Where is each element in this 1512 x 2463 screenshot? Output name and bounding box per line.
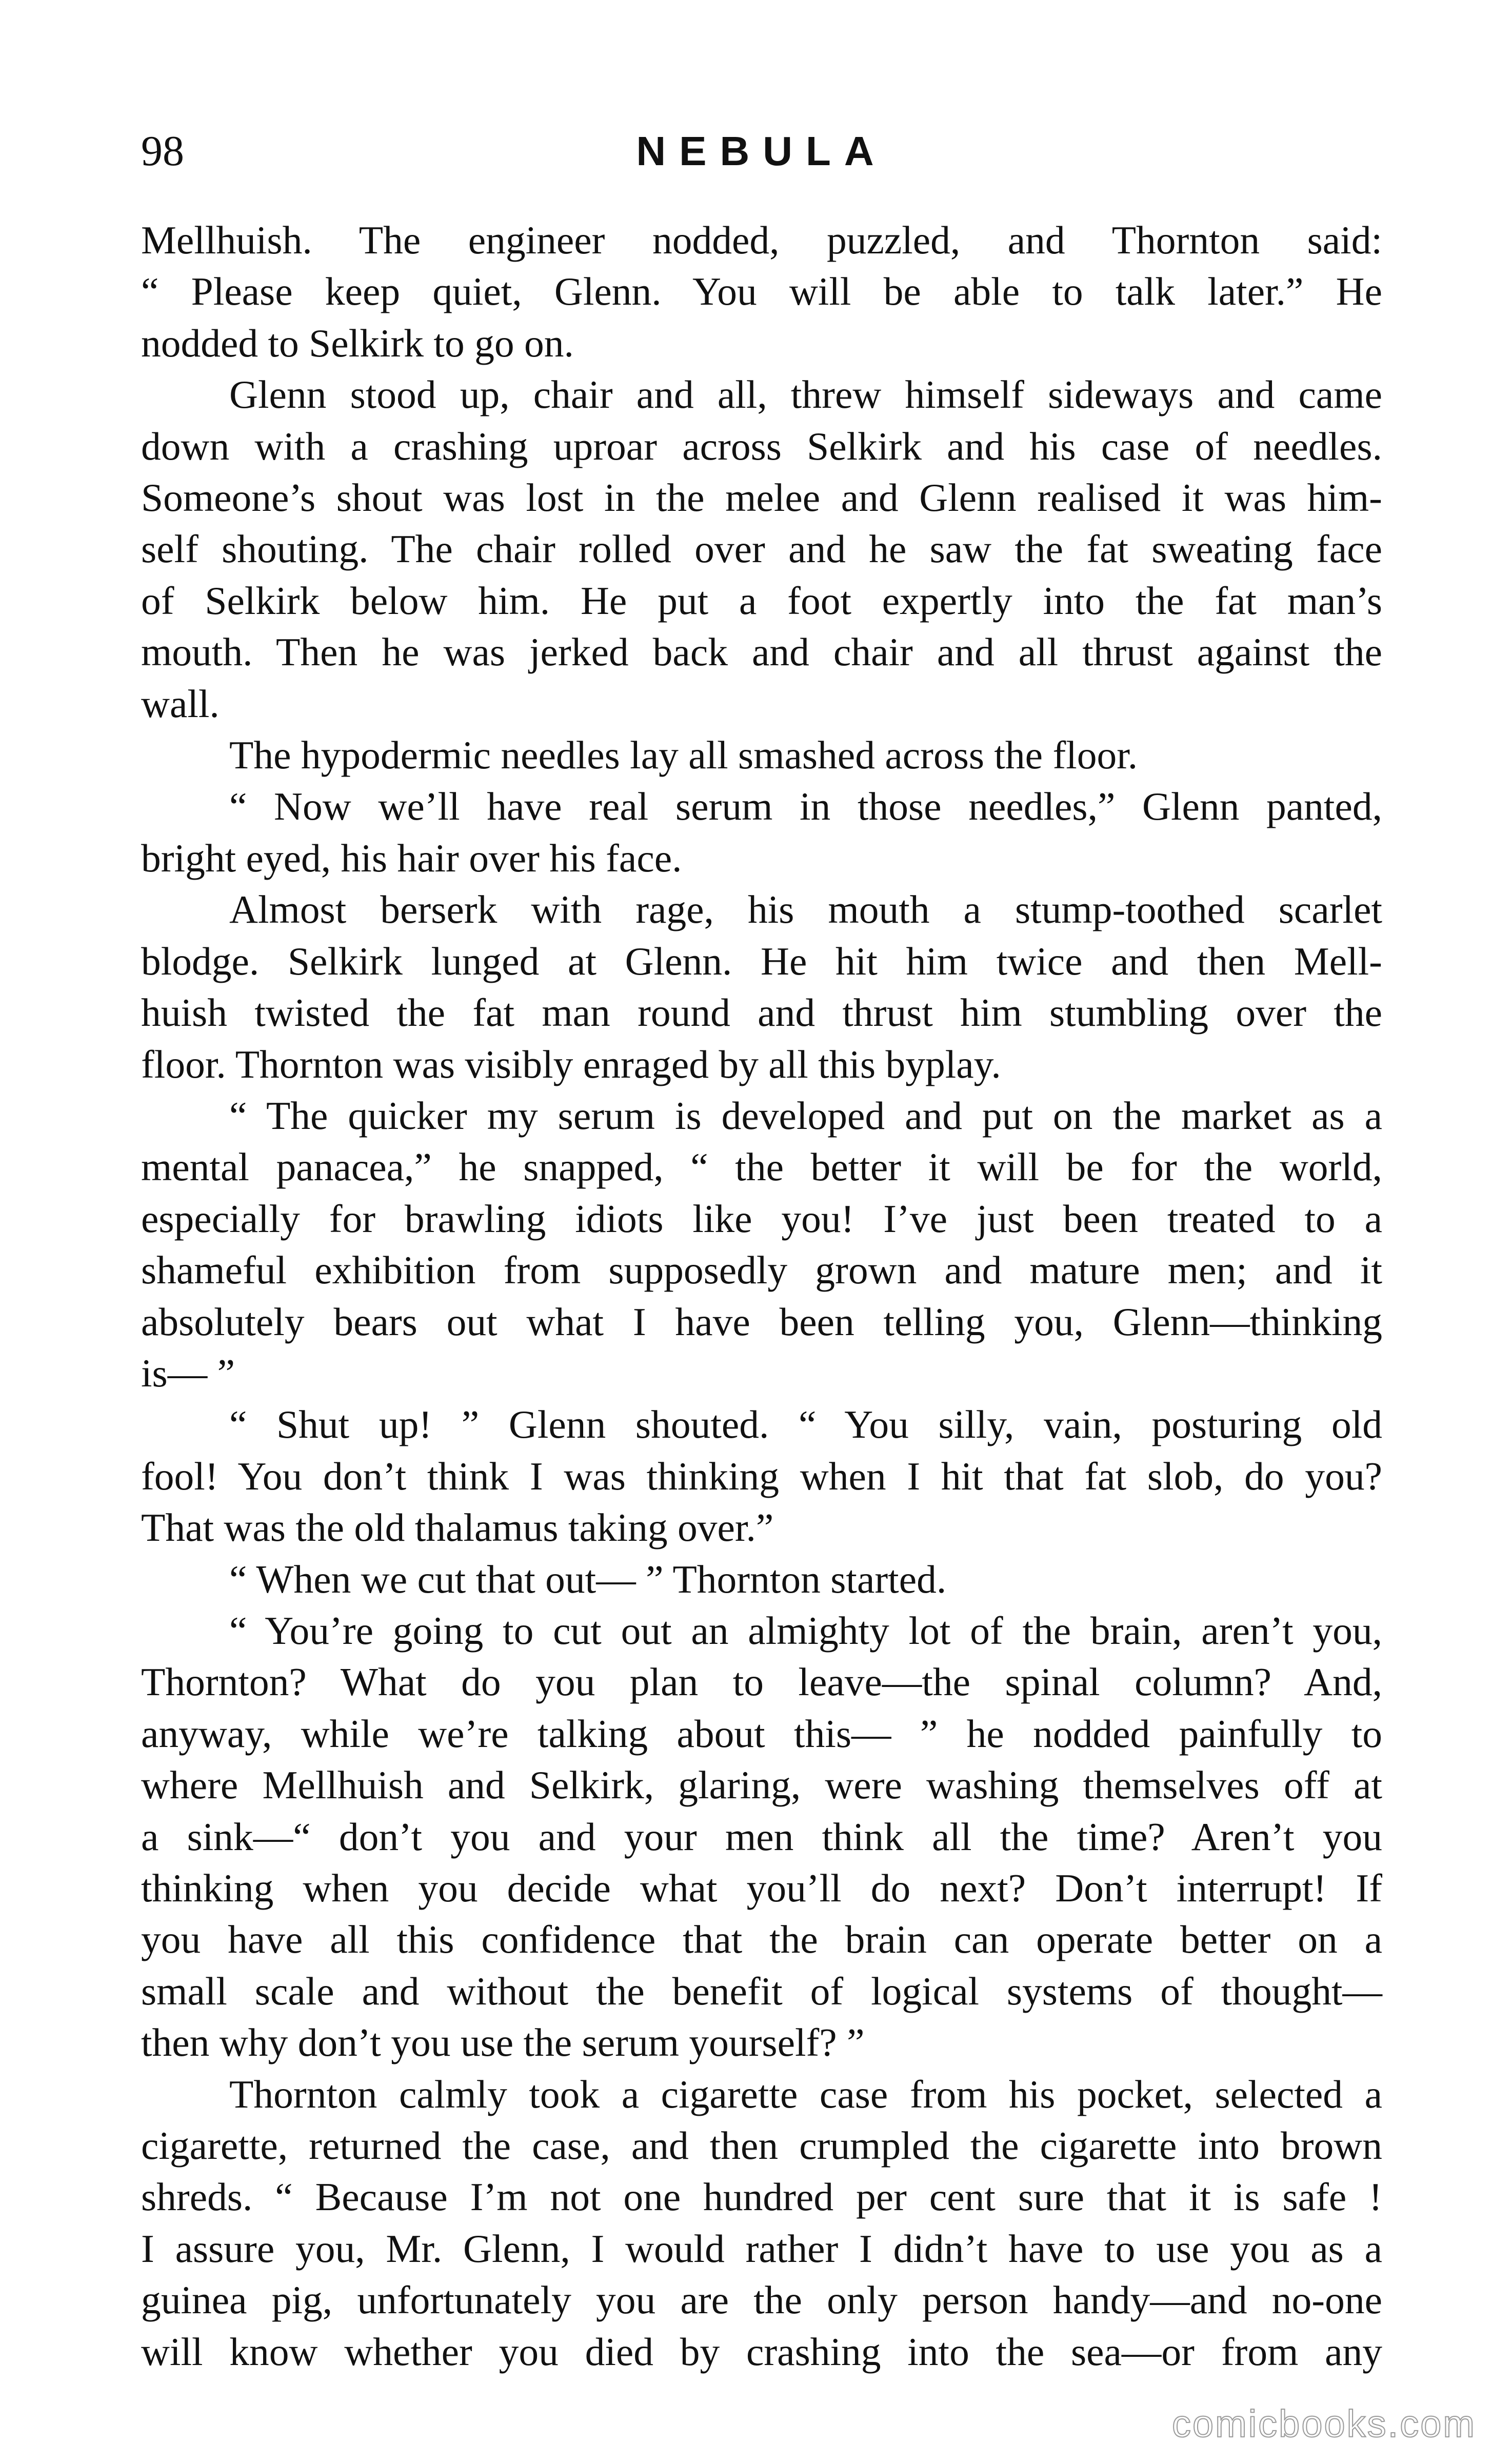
text-line: anyway, while we’re talking about this— ” he nodded painfully to <box>141 1711 1382 1756</box>
text-line: where Mellhuish and Selkirk, glaring, were washing themselves off at <box>141 1763 1382 1807</box>
paragraph <box>141 1090 1382 1399</box>
text-line: “ You’re going to cut out an almighty lot of the brain, aren’t you, <box>229 1608 1382 1653</box>
paragraph <box>141 1605 1382 2069</box>
text-line: you have all this confidence that the brain can operate better on a <box>141 1917 1382 1962</box>
paragraph <box>141 1554 1382 1605</box>
text-line: Someone’s shout was lost in the melee and Glenn realised it was him- <box>141 475 1382 520</box>
text-line: small scale and without the benefit of logical systems of thought— <box>141 1969 1382 2013</box>
text-line: of Selkirk below him. He put a foot expertly into the fat man’s <box>141 578 1382 623</box>
text-line: That was the old thalamus taking over.” <box>141 1505 774 1550</box>
text-line: self shouting. The chair rolled over and he saw the fat sweating face <box>141 527 1382 571</box>
body-text <box>141 214 1382 2377</box>
text-line: bright eyed, his hair over his face. <box>141 836 682 880</box>
text-line: down with a crashing uproar across Selkirk and his case of needles. <box>141 424 1382 468</box>
text-line: shreds. “ Because I’m not one hundred per cent sure that it is safe ! <box>141 2175 1382 2219</box>
text-line: a sink—“ don’t you and your men think all the time? Aren’t you <box>141 1814 1382 1859</box>
text-line: absolutely bears out what I have been telling you, Glenn—thinking <box>141 1299 1382 1344</box>
paragraph <box>141 214 1382 369</box>
paragraph <box>141 729 1382 781</box>
text-line: cigarette, returned the case, and then crumpled the cigarette into brown <box>141 2123 1382 2168</box>
text-line: nodded to Selkirk to go on. <box>141 321 574 365</box>
paragraph <box>141 1399 1382 1553</box>
text-line: Thornton? What do you plan to leave—the spinal column? And, <box>141 1660 1382 1704</box>
text-line: especially for brawling idiots like you! I’ve just been treated to a <box>141 1196 1382 1241</box>
text-line: fool! You don’t think I was thinking when I hit that fat slob, do you? <box>141 1454 1382 1498</box>
text-line: floor. Thornton was visibly enraged by all this byplay. <box>141 1042 1001 1086</box>
text-line: mental panacea,” he snapped, “ the better it will be for the world, <box>141 1145 1382 1189</box>
text-line: mouth. Then he was jerked back and chair and all thrust against the <box>141 630 1382 674</box>
page-header <box>141 123 1382 190</box>
text-line: blodge. Selkirk lunged at Glenn. He hit him twice and then Mell- <box>141 939 1382 983</box>
text-line: is— ” <box>141 1350 235 1395</box>
paragraph <box>141 369 1382 729</box>
page-number: 98 <box>141 127 184 175</box>
text-line: Glenn stood up, chair and all, threw himself sideways and came <box>229 372 1382 417</box>
paragraph <box>141 884 1382 1090</box>
text-line: “ When we cut that out— ” Thornton started. <box>229 1557 947 1601</box>
text-line: “ Please keep quiet, Glenn. You will be able to talk later.” He <box>141 269 1382 314</box>
text-line: Thornton calmly took a cigarette case from his pocket, selected a <box>229 2072 1382 2116</box>
running-head-title: NEBULA <box>636 128 887 174</box>
text-line: “ The quicker my serum is developed and put on the market as a <box>229 1093 1382 1138</box>
text-line: Mellhuish. The engineer nodded, puzzled, and Thornton said: <box>141 218 1382 262</box>
paragraph <box>141 2069 1382 2377</box>
text-line: thinking when you decide what you’ll do next? Don’t interrupt! If <box>141 1866 1382 1910</box>
text-line: “ Now we’ll have real serum in those needles,” Glenn panted, <box>229 784 1382 829</box>
text-line: shameful exhibition from supposedly grown and mature men; and it <box>141 1248 1382 1293</box>
watermark-text: comicbooks.com <box>1171 2402 1476 2445</box>
text-line: I assure you, Mr. Glenn, I would rather I didn’t have to use you as a <box>141 2226 1382 2271</box>
text-line: wall. <box>141 681 220 726</box>
text-line: then why don’t you use the serum yourself? ” <box>141 2020 865 2065</box>
text-line: will know whether you died by crashing into the sea—or from any <box>141 2329 1382 2374</box>
text-line: guinea pig, unfortunately you are the only person handy—and no-one <box>141 2278 1382 2322</box>
text-line: “ Shut up! ” Glenn shouted. “ You silly, vain, posturing old <box>229 1402 1382 1447</box>
text-line: Almost berserk with rage, his mouth a stump-toothed scarlet <box>229 887 1382 932</box>
paragraph <box>141 781 1382 884</box>
text-line: huish twisted the fat man round and thrust him stumbling over the <box>141 990 1382 1035</box>
text-line: The hypodermic needles lay all smashed across the floor. <box>229 733 1138 778</box>
